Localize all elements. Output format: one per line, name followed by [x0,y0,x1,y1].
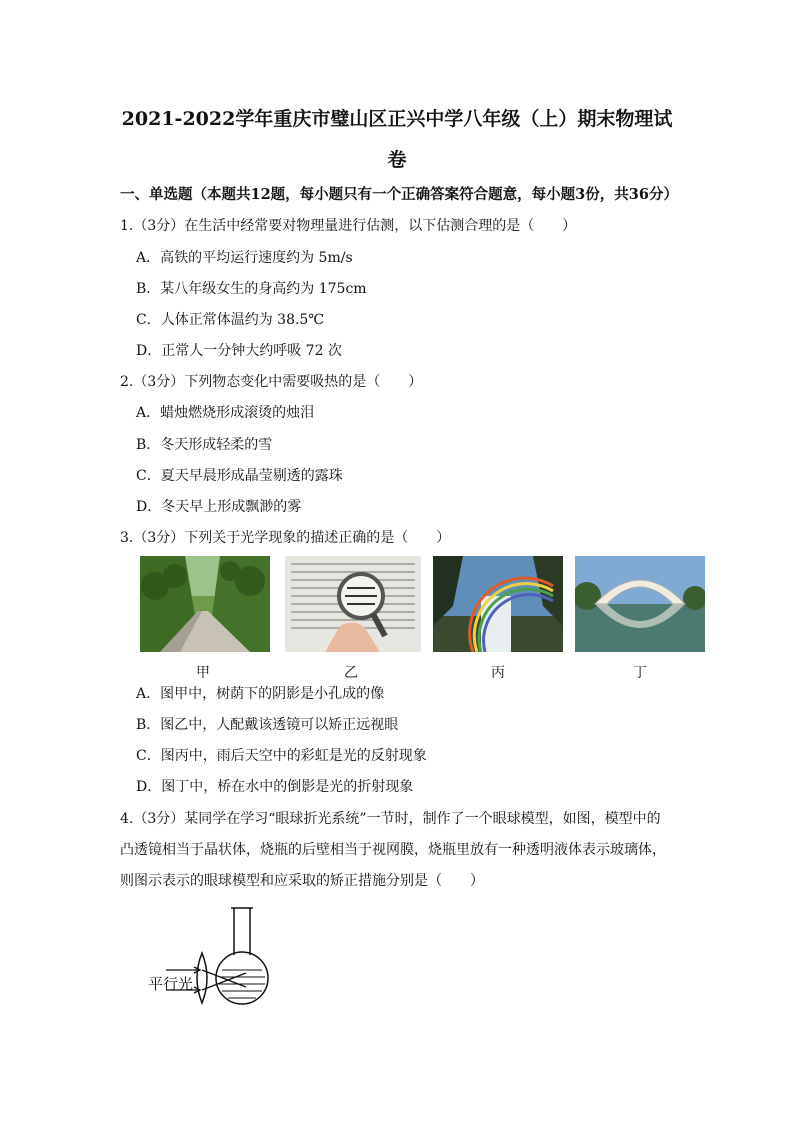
question-1-option-b: B．某八年级女生的身高约为 175cm [136,281,367,297]
eyeball-model-diagram [136,905,286,1014]
caption-ding: 丁 [633,665,647,681]
question-1-stem: 1.（3分）在生活中经常要对物理量进行估测，以下估测合理的是（ ） [120,218,577,234]
question-2-stem: 2.（3分）下列物态变化中需要吸热的是（ ） [120,374,423,390]
page-title: 2021-2022学年重庆市璧山区正兴中学八年级（上）期末物理试 [121,108,673,130]
photo-bridge-reflection [575,556,705,652]
question-3-option-d: D．图丁中，桥在水中的倒影是光的折射现象 [136,779,414,795]
question-3-option-c: C．图丙中，雨后天空中的彩虹是光的反射现象 [136,748,427,764]
question-2-option-d: D．冬天早上形成飘渺的雾 [136,499,302,515]
question-3-option-a: A．图甲中，树荫下的阴影是小孔成的像 [136,686,385,702]
caption-jia: 甲 [196,665,210,681]
question-4-stem-line-1: 4.（3分）某同学在学习“眼球折光系统”一节时，制作了一个眼球模型，如图，模型中的 [120,811,661,827]
photo-rainbow-waterfall [433,556,563,652]
page-title-continued: 卷 [387,149,407,171]
question-1-option-a: A．高铁的平均运行速度约为 5m/s [136,250,353,266]
question-3-stem: 3.（3分）下列关于光学现象的描述正确的是（ ） [120,530,451,546]
question-1-option-d: D．正常人一分钟大约呼吸 72 次 [136,343,342,359]
caption-yi: 乙 [344,665,358,681]
question-4-stem-line-2: 凸透镜相当于晶状体，烧瓶的后壁相当于视网膜，烧瓶里放有一种透明液体表示玻璃体， [120,842,666,858]
photo-tree-shade-road [140,556,270,652]
question-2-option-a: A．蜡烛燃烧形成滚烫的烛泪 [136,405,315,421]
caption-bing: 丙 [491,665,505,681]
photo-magnifier-newspaper [285,556,421,652]
question-2-option-b: B．冬天形成轻柔的雪 [136,437,273,453]
question-2-option-c: C．夏天早晨形成晶莹剔透的露珠 [136,468,343,484]
diagram-label-parallel-light: 平行光 [148,975,194,993]
section-heading: 一、单选题（本题共12题，每小题只有一个正确答案符合题意，每小题3份，共36分） [120,186,678,203]
question-3-option-b: B．图乙中，人配戴该透镜可以矫正远视眼 [136,717,399,733]
question-1-option-c: C．人体正常体温约为 38.5℃ [136,312,324,328]
question-4-stem-line-3: 则图示表示的眼球模型和应采取的矫正措施分别是（ ） [120,873,484,889]
